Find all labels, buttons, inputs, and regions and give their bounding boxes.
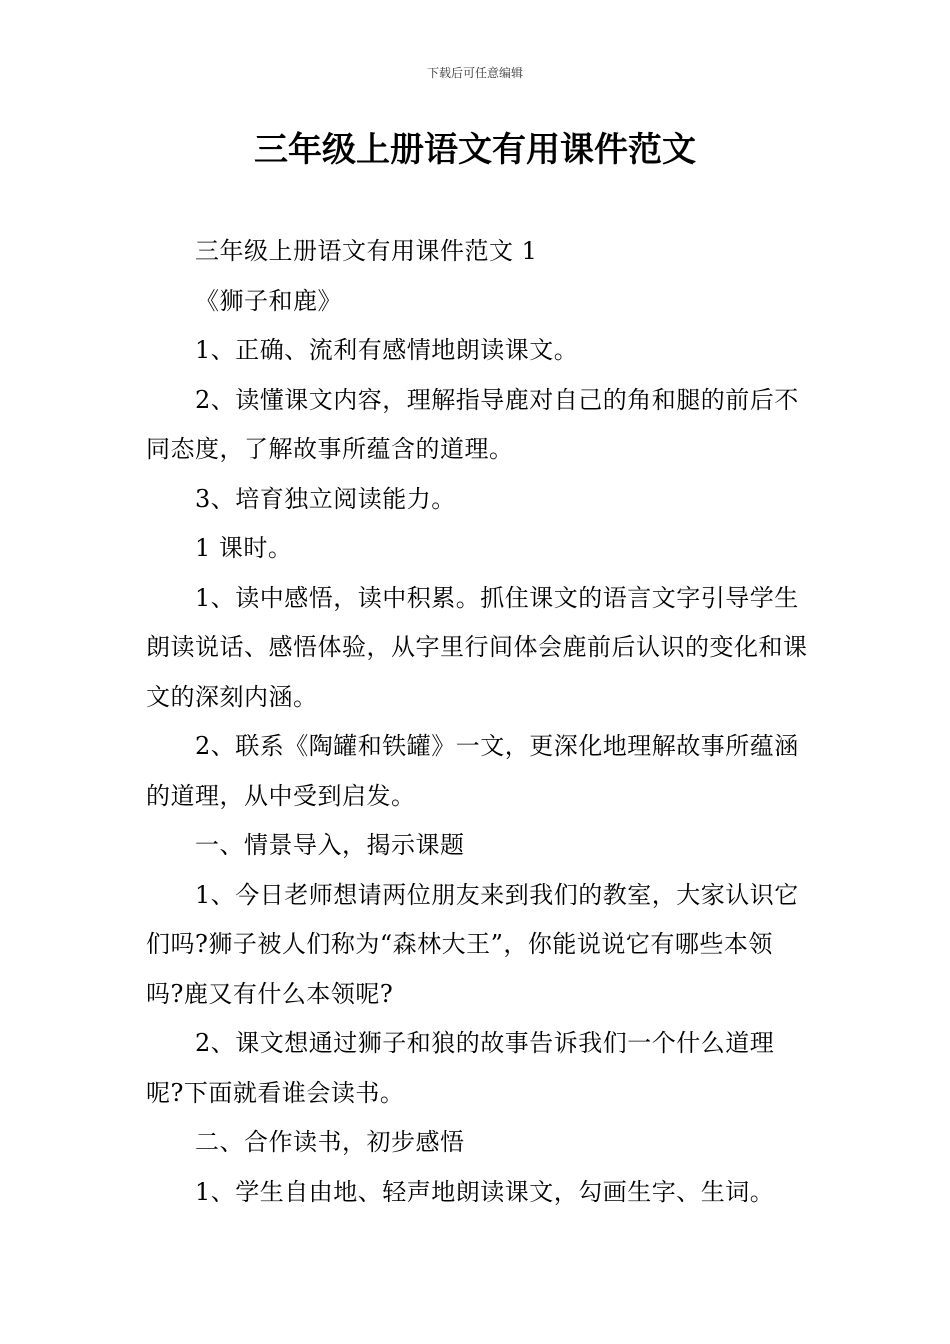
paragraph-lesson-title: 《狮子和鹿》	[195, 286, 342, 315]
paragraph-goal-3: 3、培育独立阅读能力。	[195, 484, 456, 513]
paragraph-section-heading: 三年级上册语文有用课件范文 1	[195, 237, 538, 265]
paragraph-goal-1: 1、正确、流利有感情地朗读课文。	[195, 336, 579, 364]
document-body	[146, 227, 808, 1217]
paragraph-step-1-item-1: 1、今日老师想请两位朋友来到我们的教室，大家认识它们吗?狮子被人们称为“森林大王”，你能说说它有哪些本领吗?鹿又有什么本领呢?	[146, 880, 799, 1008]
paragraph-duration: 1 课时。	[195, 534, 293, 562]
paragraph-method-1: 1、读中感悟，读中积累。抓住课文的语言文字引导学生朗读说话、感悟体验，从字里行间体会鹿前后认识的变化和课文的深刻内涵。	[146, 583, 808, 711]
paragraph-step-2-heading: 二、合作读书，初步感悟	[195, 1128, 465, 1156]
paragraph-step-2-item-1: 1、学生自由地、轻声地朗读课文，勾画生字、生词。	[195, 1177, 775, 1206]
paragraph-step-1-heading: 一、情景导入，揭示课题	[195, 831, 465, 859]
page-header: 下载后可任意编辑	[426, 66, 523, 80]
paragraph-goal-2: 2、读懂课文内容，理解指导鹿对自己的角和腿的前后不同态度，了解故事所蕴含的道理。	[146, 385, 799, 463]
document-title: 三年级上册语文有用课件范文	[254, 130, 696, 170]
paragraph-method-2: 2、联系《陶罐和铁罐》一文，更深化地理解故事所蕴涵的道理，从中受到启发。	[146, 732, 799, 810]
paragraph-step-1-item-2: 2、课文想通过狮子和狼的故事告诉我们一个什么道理呢?下面就看谁会读书。	[146, 1029, 775, 1107]
